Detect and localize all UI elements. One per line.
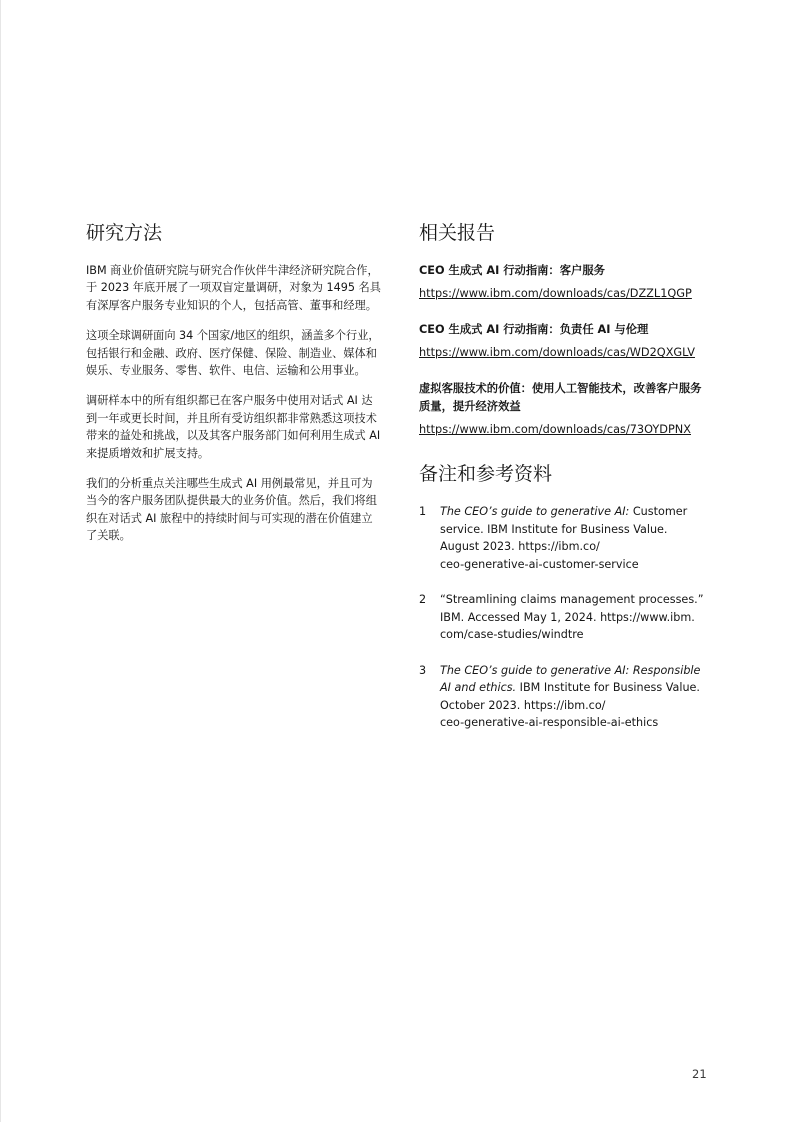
reference-item: [419, 662, 709, 732]
reference-tail: com/case-studies/windtre: [440, 628, 584, 641]
report-link[interactable]: https://www.ibm.com/downloads/cas/73OYDPNX: [419, 423, 691, 436]
reference-italic: The CEO’s guide to generative AI: Responsible AI and ethics.: [440, 663, 701, 694]
reference-rest: “Streamlining claims management processes.” IBM. Accessed May 1, 2024. https://www.ibm.: [440, 593, 704, 624]
report-link[interactable]: https://www.ibm.com/downloads/cas/WD2QXGLV: [419, 346, 695, 359]
related-report: [419, 321, 709, 360]
reference-number: 3: [419, 663, 427, 677]
report-title: 虚拟客服技术的价值：使用人工智能技术，改善客户服务质量，提升经济效益: [419, 382, 702, 413]
related-report: [419, 380, 709, 437]
report-title: CEO 生成式 AI 行动指南：负责任 AI 与伦理: [419, 323, 649, 336]
report-link[interactable]: https://www.ibm.com/downloads/cas/DZZL1QGP: [419, 287, 692, 300]
methodology-paragraph: 调研样本中的所有组织都已在客户服务中使用对话式 AI 达到一年或更长时间，并且所有受访组织都非常熟悉这项技术带来的益处和挑战，以及其客户服务部门如何利用生成式 AI 来提质增效和扩展支持。: [86, 394, 381, 460]
reference-text: [440, 591, 709, 644]
reference-text: [440, 662, 709, 732]
related-reports-section: [419, 220, 709, 750]
methodology-paragraph: 这项全球调研面向 34 个国家/地区的组织，涵盖多个行业，包括银行和金融、政府、医疗保健、保险、制造业、媒体和娱乐、专业服务、零售、软件、电信、运输和公用事业。: [86, 329, 380, 378]
reference-tail: ceo-generative-ai-customer-service: [440, 557, 639, 571]
reference-rest: IBM Institute for Business Value. October 2023. https://ibm.co/: [440, 681, 700, 712]
reference-item: [419, 591, 709, 644]
reference-rest: Customer service. IBM Institute for Business Value. August 2023. https://ibm.co/: [440, 505, 688, 553]
reference-item: [419, 503, 709, 573]
page-number: 21: [692, 1067, 707, 1081]
reference-text: [440, 503, 709, 573]
reference-tail: ceo-generative-ai-responsible-ai-ethics: [440, 716, 659, 729]
methodology-section: [86, 220, 381, 558]
page-edge: [0, 0, 1, 1122]
report-title: CEO 生成式 AI 行动指南：客户服务: [419, 264, 605, 277]
related-reports-heading: 相关报告: [419, 222, 496, 244]
methodology-heading: 研究方法: [86, 222, 163, 244]
methodology-paragraph: IBM 商业价值研究院与研究合作伙伴牛津经济研究院合作，于 2023 年底开展了一项双盲定量调研，对象为 1495 名具有深厚客户服务专业知识的个人，包括高管、董事和经理。: [86, 264, 381, 312]
reference-number: 2: [419, 593, 427, 606]
reference-italic: The CEO’s guide to generative AI:: [440, 505, 630, 518]
reference-number: 1: [419, 505, 427, 518]
methodology-paragraph: 我们的分析重点关注哪些生成式 AI 用例最常见，并且可为当今的客户服务团队提供最大的业务价值。然后，我们将组织在对话式 AI 旅程中的持续时间与可实现的潜在价值建立了关联。: [86, 477, 377, 543]
related-report: [419, 262, 709, 301]
notes-heading: 备注和参考资料: [419, 463, 553, 485]
